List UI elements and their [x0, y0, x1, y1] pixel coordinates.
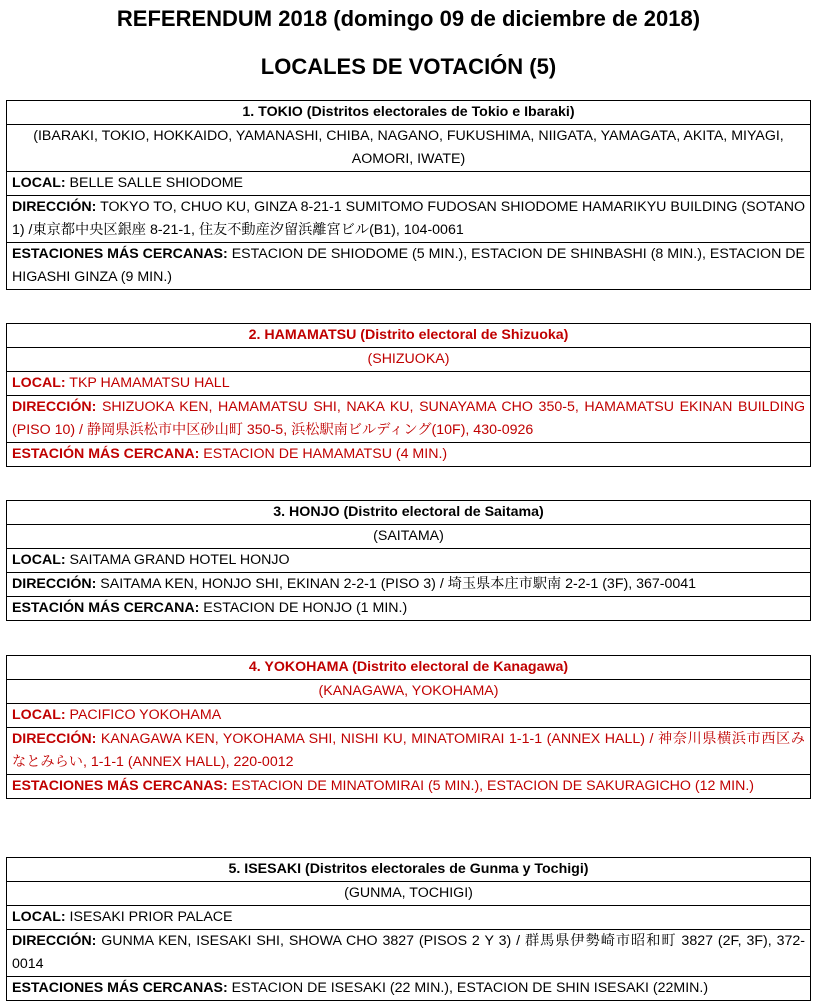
prefectures: (IBARAKI, TOKIO, HOKKAIDO, YAMANASHI, CHIBA, NAGANO, FUKUSHIMA, NIIGATA, YAMAGATA, AKITA, MIYAGI, AOMORI, IWATE): [7, 124, 810, 171]
address-row: [7, 929, 810, 976]
local-row: [7, 171, 810, 195]
stations-value: ESTACION DE MINATOMIRAI (5 MIN.), ESTACION DE SAKURAGICHO (12 MIN.): [231, 778, 755, 794]
station-value: ESTACION DE HAMAMATSU (4 MIN.): [203, 446, 448, 462]
station-label: ESTACIÓN MÁS CERCANA:: [12, 446, 200, 462]
station-value: ESTACION DE HONJO (1 MIN.): [203, 600, 408, 616]
address-label: DIRECCIÓN:: [12, 399, 97, 415]
local-label: LOCAL:: [12, 909, 66, 925]
local-label: LOCAL:: [12, 552, 66, 568]
address-value: KANAGAWA KEN, YOKOHAMA SHI, NISHI KU, MINATOMIRAI 1-1-1 (ANNEX HALL) / 神奈川県横浜市西区みなとみらい, 1-1-1 (ANNEX HALL), 220-0012: [12, 731, 805, 770]
address-value: SHIZUOKA KEN, HAMAMATSU SHI, NAKA KU, SUNAYAMA CHO 350-5, HAMAMATSU EKINAN BUILDING (PISO 10) / 静岡県浜松市中区砂山町 350-5, 浜松駅南ビルディング(10F), 430-0926: [12, 399, 805, 438]
address-label: DIRECCIÓN:: [12, 576, 97, 592]
address-row: [7, 727, 810, 774]
station-label: ESTACIÓN MÁS CERCANA:: [12, 600, 200, 616]
address-label: DIRECCIÓN:: [12, 731, 97, 747]
prefectures: (SHIZUOKA): [7, 347, 810, 371]
local-value: SAITAMA GRAND HOTEL HONJO: [69, 552, 290, 568]
address-label: DIRECCIÓN:: [12, 933, 97, 949]
address-row: [7, 572, 810, 596]
stations-row: [7, 976, 810, 1000]
local-row: [7, 548, 810, 572]
address-row: [7, 195, 810, 242]
page-subtitle: LOCALES DE VOTACIÓN (5): [260, 54, 557, 79]
address-label: DIRECCIÓN:: [12, 199, 97, 215]
stations-row: [7, 242, 810, 289]
local-block-hamamatsu: [6, 323, 811, 467]
local-value: PACIFICO YOKOHAMA: [69, 707, 222, 723]
local-heading: 5. ISESAKI (Distritos electorales de Gunma y Tochigi): [228, 861, 589, 877]
local-label: LOCAL:: [12, 707, 66, 723]
prefectures: (KANAGAWA, YOKOHAMA): [7, 679, 810, 703]
address-value: TOKYO TO, CHUO KU, GINZA 8-21-1 SUMITOMO FUDOSAN SHIODOME HAMARIKYU BUILDING (SOTANO 1) /東京都中央区銀座 8-21-1, 住友不動産汐留浜離宮ビル(B1), 104-0061: [12, 199, 805, 238]
stations-row: [7, 774, 810, 798]
stations-label: ESTACIONES MÁS CERCANAS:: [12, 246, 228, 262]
local-block-honjo: [6, 500, 811, 621]
stations-label: ESTACIONES MÁS CERCANAS:: [12, 778, 228, 794]
local-heading: 1. TOKIO (Distritos electorales de Tokio e Ibaraki): [242, 104, 575, 120]
local-label: LOCAL:: [12, 375, 66, 391]
local-block-tokio: [6, 100, 811, 290]
station-row: [7, 442, 810, 466]
local-block-isesaki: [6, 857, 811, 1001]
stations-label: ESTACIONES MÁS CERCANAS:: [12, 980, 228, 996]
local-value: ISESAKI PRIOR PALACE: [69, 909, 233, 925]
local-label: LOCAL:: [12, 175, 66, 191]
prefectures: (GUNMA, TOCHIGI): [7, 881, 810, 905]
local-value: TKP HAMAMATSU HALL: [69, 375, 230, 391]
address-row: [7, 395, 810, 442]
stations-value: ESTACION DE SHIODOME (5 MIN.), ESTACION DE SHINBASHI (8 MIN.), ESTACION DE HIGASHI GINZA (9 MIN.): [12, 246, 805, 285]
local-heading: 2. HAMAMATSU (Distrito electoral de Shizuoka): [248, 327, 569, 343]
local-heading: 4. YOKOHAMA (Distrito electoral de Kanagawa): [248, 659, 569, 675]
local-row: [7, 703, 810, 727]
local-row: [7, 905, 810, 929]
prefectures: (SAITAMA): [7, 524, 810, 548]
page-title: REFERENDUM 2018 (domingo 09 de diciembre de 2018): [116, 6, 701, 31]
stations-value: ESTACION DE ISESAKI (22 MIN.), ESTACION DE SHIN ISESAKI (22MIN.): [231, 980, 709, 996]
local-heading: 3. HONJO (Distrito electoral de Saitama): [273, 504, 544, 520]
local-row: [7, 371, 810, 395]
station-row: [7, 596, 810, 620]
address-value: GUNMA KEN, ISESAKI SHI, SHOWA CHO 3827 (PISOS 2 Y 3) / 群馬県伊勢崎市昭和町 3827 (2F, 3F), 372-0014: [12, 933, 805, 972]
local-block-yokohama: [6, 655, 811, 799]
local-value: BELLE SALLE SHIODOME: [69, 175, 244, 191]
address-value: SAITAMA KEN, HONJO SHI, EKINAN 2-2-1 (PISO 3) / 埼玉県本庄市駅南 2-2-1 (3F), 367-0041: [100, 576, 697, 592]
